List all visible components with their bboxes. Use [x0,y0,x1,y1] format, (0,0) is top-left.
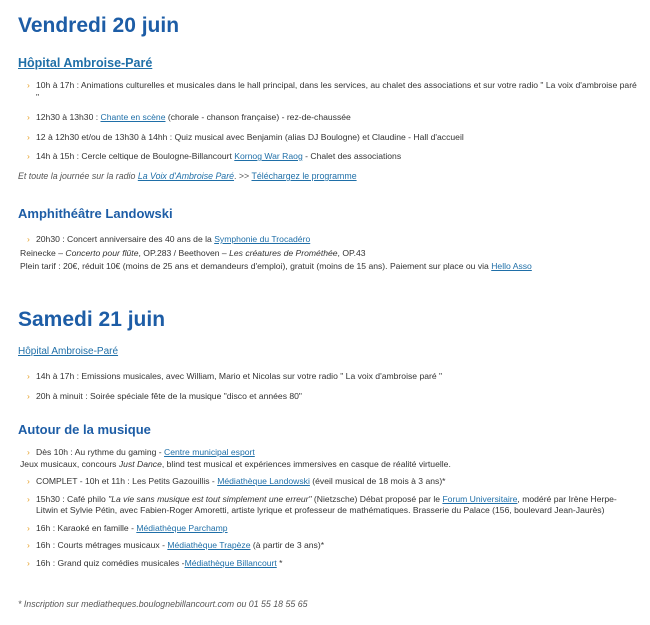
mediatheque-trapeze-link[interactable]: Médiathèque Trapèze [167,540,251,550]
pricing-line: Plein tarif : 20€, réduit 10€ (moins de 25 ans et demandeurs d'emploi), gratuit (moins de 15 ans). Paiement sur place ou via Hello Asso [20,261,532,271]
chante-en-scene-link[interactable]: Chante en scène [100,112,166,122]
chevron-right-icon: › [27,476,30,486]
chevron-right-icon: › [27,522,30,533]
chevron-right-icon: › [27,131,30,142]
friday-hospital-list [28,80,638,163]
footnote: * Inscription sur mediatheques.boulognebillancourt.com ou 01 55 18 55 65 [18,599,308,609]
chevron-right-icon: › [27,80,30,90]
list-item: › 16h : Grand quiz comédies musicales -Médiathèque Billancourt * [27,557,283,568]
friday-hospital-link[interactable]: Hôpital Ambroise-Paré [18,56,153,70]
chevron-right-icon: › [27,151,30,161]
gaming-description: Jeux musicaux, concours Just Dance, blind test musical et expériences immersives en casque de réalité virtuelle. [20,458,451,469]
radio-note: Et toute la journée sur la radio La Voix d'Ambroise Paré. >> Téléchargez le programme [18,171,357,181]
chevron-right-icon: › [27,493,30,504]
programme-line: Reinecke – Concerto pour flûte, OP.283 / Beethoven – Les créatures de Prométhée, OP.43 [20,247,366,258]
autour-title: Autour de la musique [18,422,151,437]
forum-universitaire-link[interactable]: Forum Universitaire [442,493,518,504]
mediatheque-billancourt-link[interactable]: Médiathèque Billancourt [184,557,277,568]
friday-title: Vendredi 20 juin [18,14,180,37]
radio-link[interactable]: La Voix d'Ambroise Paré [137,171,235,181]
list-item: › 15h30 : Café philo "La vie sans musique est tout simplement une erreur" (Nietzsche) Débat proposé par le Forum Universitaire, modéré par Irène Herpe-Litwin et Sylvie Pétin, avec Fabien-Roger Amoretti, artiste lyrique et professeur de mathématiques. Brasserie du Palace (156, boulevard Jean-Jaurès) [27,493,617,515]
amphitheatre-list [20,234,638,273]
mediatheque-parchamp-link[interactable]: Médiathèque Parchamp [136,522,228,533]
saturday-title: Samedi 21 juin [18,308,166,331]
symphonie-trocadero-link[interactable]: Symphonie du Trocadéro [214,234,311,244]
chevron-right-icon: › [27,540,30,550]
list-item: › 20h à minuit : Soirée spéciale fête de la musique "disco et années 80" [27,390,302,401]
chevron-right-icon: › [27,447,30,457]
kornog-war-raog-link[interactable]: Kornog War Raog [234,151,303,161]
list-item: › Dès 10h : Au rythme du gaming - Centre municipal esport Jeux musicaux, concours Just Dance, blind test musical et expériences immersives en casque de réalité virtuelle. [28,447,638,470]
saturday-hospital-link[interactable]: Hôpital Ambroise-Paré [18,346,119,357]
autour-list [20,447,638,569]
chevron-right-icon: › [27,557,30,568]
mediatheque-landowski-link[interactable]: Médiathèque Landowski [217,476,310,486]
list-item: › 10h à 17h : Animations culturelles et musicales dans le hall principal, dans les services, au chalet des associations et sur votre radio " La voix d'ambroise paré " [27,80,637,102]
list-item: › 12 à 12h30 et/ou de 13h30 à 14hh : Quiz musical avec Benjamin (alias DJ Boulogne) et Claudine - Hall d'accueil [27,131,464,142]
chevron-right-icon: › [27,390,30,401]
download-programme-link[interactable]: Téléchargez le programme [251,171,357,181]
chevron-right-icon: › [27,112,30,122]
amphitheatre-title: Amphithéâtre Landowski [18,206,173,221]
hello-asso-link[interactable]: Hello Asso [491,261,532,271]
chevron-right-icon: › [27,234,30,244]
list-item: › 14h à 17h : Emissions musicales, avec William, Mario et Nicolas sur votre radio " La voix d'ambroise paré " [27,371,443,381]
list-item: › 12h30 à 13h30 : Chante en scène (chorale - chanson française) - rez-de-chaussée [27,112,351,122]
list-item: › COMPLET - 10h et 11h : Les Petits Gazouillis - Médiathèque Landowski (éveil musical de 18 mois à 3 ans)* [27,476,446,486]
centre-esport-link[interactable]: Centre municipal esport [164,447,255,457]
list-item: › 20h30 : Concert anniversaire des 40 ans de la Symphonie du Trocadéro Reinecke – Concerto pour flûte, OP.283 / Beethoven – Les créatures de Prométhée, OP.43 Plein tarif : 20€, réduit 10€ (moins de 25 ans et demandeurs d'emploi), gratuit (moins de 15 ans). Paiement sur place ou via Hello Asso [28,234,638,273]
list-item: › 16h : Courts métrages musicaux - Médiathèque Trapèze (à partir de 3 ans)* [27,540,325,550]
list-item: › 14h à 15h : Cercle celtique de Boulogne-Billancourt Kornog War Raog - Chalet des associations [27,151,402,161]
list-item: › 16h : Karaoké en famille - Médiathèque Parchamp [27,522,228,533]
saturday-hospital-list [28,371,638,402]
chevron-right-icon: › [27,371,30,381]
